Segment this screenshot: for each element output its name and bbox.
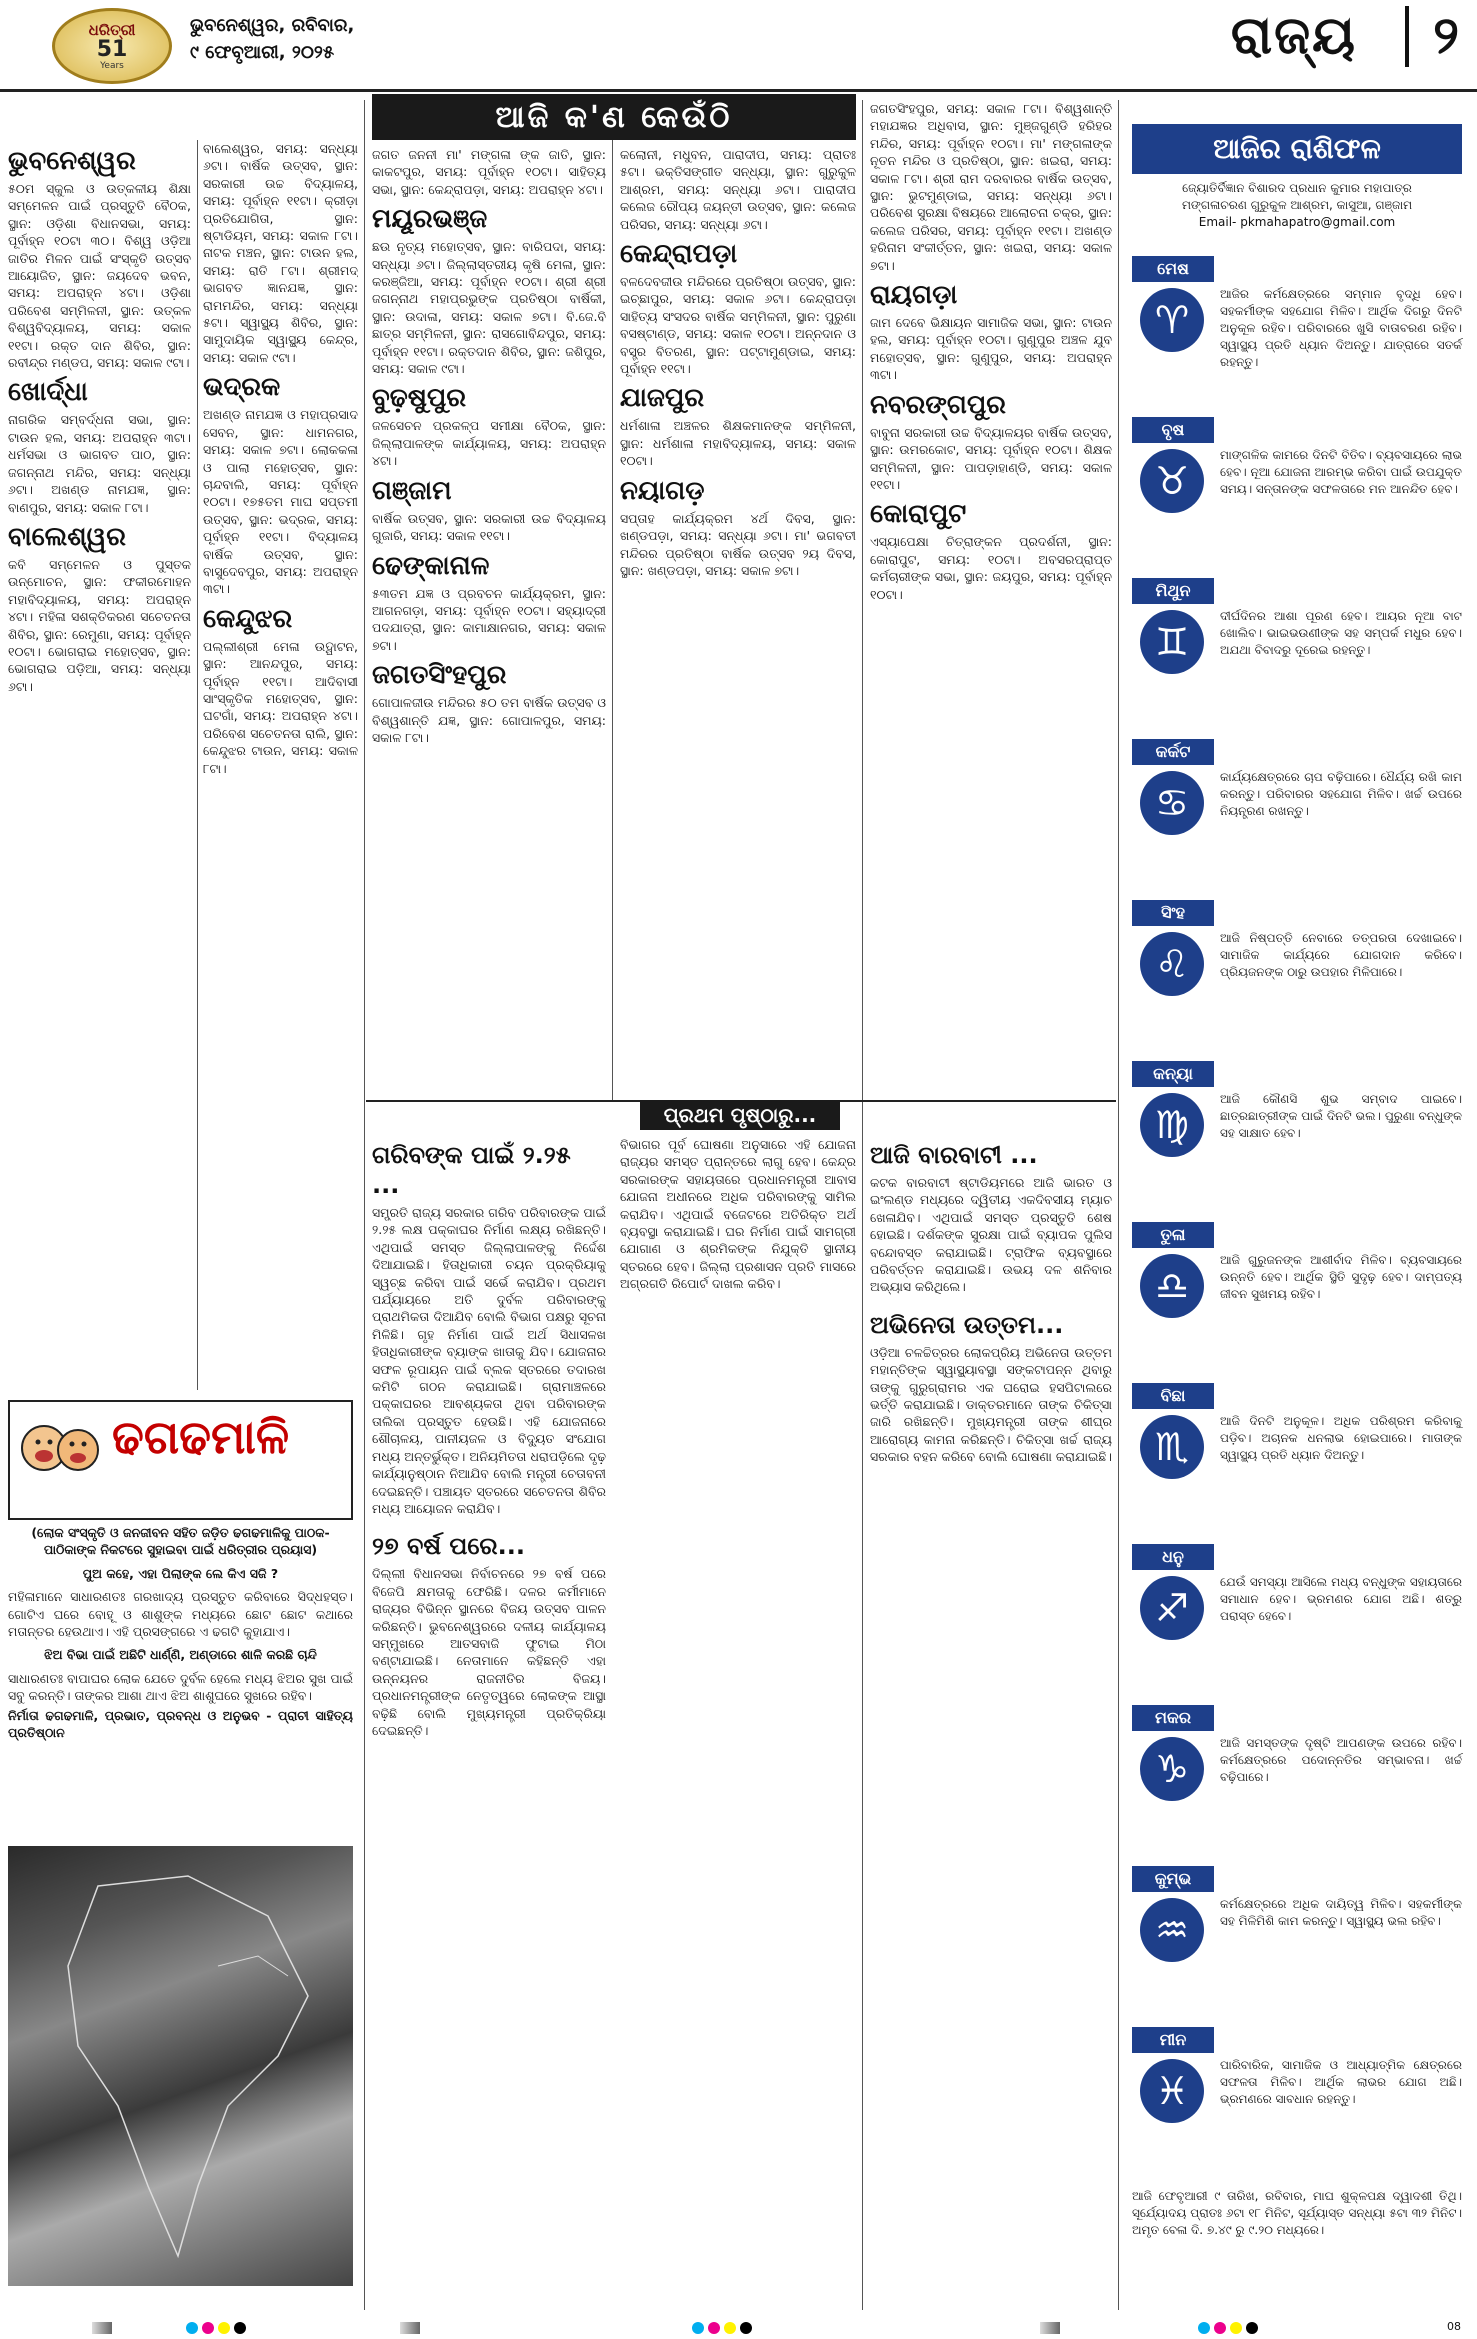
registration-dot <box>1230 2322 1242 2334</box>
registration-dot <box>1198 2322 1210 2334</box>
registration-dot <box>1214 2322 1226 2334</box>
rashi-prediction: ଆଜି ଗୁରୁଜନଙ୍କ ଆଶୀର୍ବାଦ ମିଳିବ। ବ୍ୟବସାୟରେ ଉନ୍ନତି ହେବ। ଆର୍ଥିକ ସ୍ଥିତି ସୁଦୃଢ଼ ହେବ। ଦାମ୍ପତ୍ୟ ଜୀବନ ସୁଖମୟ ରହିବ। <box>1220 1253 1462 1301</box>
events-column-5 <box>870 100 1112 1096</box>
rashi-prediction: କାର୍ଯ୍ୟକ୍ଷେତ୍ରରେ ଚାପ ବଢ଼ିପାରେ। ଧୈର୍ଯ୍ୟ ରଖି କାମ କରନ୍ତୁ। ପରିବାରର ସହଯୋଗ ମିଳିବ। ଖର୍ଚ୍ଚ ଉପରେ ନିୟନ୍ତ୍ରଣ ରଖନ୍ତୁ। <box>1220 770 1462 818</box>
district-heading: ନୟାଗଡ଼ <box>620 475 705 506</box>
registration-dot <box>234 2322 246 2334</box>
column-divider <box>612 140 613 1100</box>
dhagadhamali-body: ମହିଳାମାନେ ସାଧାରଣତଃ ଗରଖାଦ୍ୟ ପ୍ରସ୍ତୁତ କରିବାରେ ସିଦ୍ଧହସ୍ତ। ଗୋଟିଏ ଘରେ ବୋହୂ ଓ ଶାଶୁଙ୍କ ମଧ୍ୟରେ ଛୋଟ ଛୋଟ କଥାରେ ମତାନ୍ତର ହେଉଥାଏ। ଏହି ପ୍ରସଙ୍ଗରେ ଏ ଢଗଟି କୁହାଯାଏ। <box>8 1589 353 1640</box>
registration-bar <box>400 2322 420 2334</box>
rashi-name: କନ୍ୟା <box>1132 1061 1214 1087</box>
rashi-prediction: ଦୀର୍ଘଦିନର ଆଶା ପୂରଣ ହେବ। ଆୟର ନୂଆ ବାଟ ଖୋଲିବ। ଭାଇଭଉଣୀଙ୍କ ସହ ସମ୍ପର୍କ ମଧୁର ହେବ। ଅଯଥା ବିବାଦରୁ ଦୂରେଇ ରହନ୍ତୁ। <box>1220 609 1462 657</box>
district-heading: ମୟୂରଭଞ୍ଜ <box>372 204 488 235</box>
rashi-name: ସିଂହ <box>1132 900 1214 926</box>
district-events: କବି ସମ୍ମେଳନ ଓ ପୁସ୍ତକ ଉନ୍ମୋଚନ, ସ୍ଥାନ: ଫକୀରମୋହନ ମହାବିଦ୍ୟାଳୟ, ସମୟ: ଅପରାହ୍ନ ୪ଟା। ମହିଳା ସଶକ୍ତିକରଣ ସଚେତନତା ଶିବିର, ସ୍ଥାନ: ରେମୁଣା, ସମୟ: ପୂର୍ବାହ୍ନ ୧୦ଟା। ଭୋଗରାଇ ମହୋତ୍ସବ, ସ୍ଥାନ: ଭୋଗରାଇ ପଡ଼ିଆ, ସମୟ: ସନ୍ଧ୍ୟା ୬ଟା। <box>8 556 191 694</box>
rashi-prediction: ଆଜି ସମସ୍ତଙ୍କ ଦୃଷ୍ଟି ଆପଣଙ୍କ ଉପରେ ରହିବ। କର୍ମକ୍ଷେତ୍ରରେ ପଦୋନ୍ନତିର ସମ୍ଭାବନା। ଖର୍ଚ୍ଚ ବଢ଼ିପାରେ। <box>1220 1736 1462 1784</box>
registration-dot <box>692 2322 704 2334</box>
rashi-prediction: ଆଜିର କର୍ମକ୍ଷେତ୍ରରେ ସମ୍ମାନ ବୃଦ୍ଧି ହେବ। ସହକର୍ମୀଙ୍କ ସହଯୋଗ ମିଳିବ। ଆର୍ଥିକ ଦିଗରୁ ଦିନଟି ଅନୁକୂଳ ରହିବ। ପରିବାରରେ ଖୁସି ବାତାବରଣ ରହିବ। ସ୍ୱାସ୍ଥ୍ୟ ପ୍ରତି ଧ୍ୟାନ ଦିଅନ୍ତୁ। ଯାତ୍ରାରେ ସତର୍କ ରହନ୍ତୁ। <box>1220 287 1462 369</box>
front-page-column-2 <box>620 1136 856 2306</box>
zodiac-icon: ♈ <box>1140 288 1204 352</box>
rashi-prediction: ଆଜି ନିଷ୍ପତ୍ତି ନେବାରେ ତତ୍ପରତା ଦେଖାଇବେ। ସାମାଜିକ କାର୍ଯ୍ୟରେ ଯୋଗଦାନ କରିବେ। ପ୍ରିୟଜନଙ୍କ ଠାରୁ ଉପହାର ମିଳିପାରେ। <box>1220 931 1462 979</box>
rashi-name: ମିଥୁନ <box>1132 578 1214 604</box>
astrologer-email: Email- pkmahapatro@gmail.com <box>1198 215 1396 229</box>
zodiac-icon: ♊ <box>1140 610 1204 674</box>
rashi-block <box>1132 578 1462 731</box>
folio: 08 <box>1447 2320 1461 2333</box>
district-heading: ଜଗତସିଂହପୁର <box>372 660 507 691</box>
front-page-column-1 <box>372 1136 606 2306</box>
story-body: ଦିଲ୍ଲୀ ବିଧାନସଭା ନିର୍ବାଚନରେ ୨୭ ବର୍ଷ ପରେ ବିଜେପି କ୍ଷମତାକୁ ଫେରିଛି। ଦଳର କର୍ମୀମାନେ ରାଜ୍ୟର ବିଭିନ୍ନ ସ୍ଥାନରେ ବିଜୟ ଉତ୍ସବ ପାଳନ କରିଛନ୍ତି। ଭୁବନେଶ୍ୱରରେ ଦଳୀୟ କାର୍ଯ୍ୟାଳୟ ସମ୍ମୁଖରେ ଆତସବାଜି ଫୁଟାଇ ମିଠା ବଣ୍ଟାଯାଇଛି। ନେତାମାନେ କହିଛନ୍ତି ଏହା ଉନ୍ନୟନର ରାଜନୀତିର ବିଜୟ। ପ୍ରଧାନମନ୍ତ୍ରୀଙ୍କ ନେତୃତ୍ୱରେ ଲୋକଙ୍କ ଆସ୍ଥା ବଢ଼ିଛି ବୋଲି ମୁଖ୍ୟମନ୍ତ୍ରୀ ପ୍ରତିକ୍ରିୟା ଦେଇଛନ୍ତି। <box>372 1566 606 1738</box>
dhagadhamali-question: ପୁଅ କହେ, ଏହା ପିଲାଙ୍କ ଲେ କିଏ ସଜି ? <box>82 1565 279 1581</box>
district-events: ଧର୍ମଶାଳା ଅଞ୍ଚଳର ଶିକ୍ଷକମାନଙ୍କ ସମ୍ମିଳନୀ, ସ୍ଥାନ: ଧର୍ମଶାଳା ମହାବିଦ୍ୟାଳୟ, ସମୟ: ସକାଳ ୧୦ଟା। <box>620 418 856 469</box>
district-heading: ଭଦ୍ରକ <box>203 372 281 403</box>
events-column-1 <box>8 140 191 1390</box>
rashi-block <box>1132 1222 1462 1375</box>
logo-name: ଧରିତ୍ରୀ <box>88 21 136 39</box>
logo-years: 51 <box>96 37 128 62</box>
rashi-prediction: କର୍ମକ୍ଷେତ୍ରରେ ଅଧିକ ଦାୟିତ୍ୱ ମିଳିବ। ସହକର୍ମୀଙ୍କ ସହ ମିଳିମିଶି କାମ କରନ୍ତୁ। ସ୍ୱାସ୍ଥ୍ୟ ଭଲ ରହିବ। <box>1220 1897 1462 1928</box>
rashi-prediction: ପାରିବାରିକ, ସାମାଜିକ ଓ ଆଧ୍ୟାତ୍ମିକ କ୍ଷେତ୍ରରେ ସଫଳତା ମିଳିବ। ଆର୍ଥିକ ଲାଭର ଯୋଗ ଅଛି। ଭ୍ରମଣରେ ସାବଧାନ ରହନ୍ତୁ। <box>1220 2058 1462 2106</box>
rashi-name: କୁମ୍ଭ <box>1132 1866 1214 1892</box>
dateline <box>190 12 354 66</box>
registration-dot <box>218 2322 230 2334</box>
district-heading: ରାୟଗଡ଼ା <box>870 280 958 311</box>
district-heading: ବାଲେଶ୍ୱର <box>8 521 126 552</box>
district-heading: ନବରଙ୍ଗପୁର <box>870 389 1007 420</box>
zodiac-icon: ♑ <box>1140 1737 1204 1801</box>
district-events: ଜାମ ଦେବେ ଭିକ୍ଷାୟନ ସାମାଜିକ ସଭା, ସ୍ଥାନ: ଟାଉନ ହଲ, ସମୟ: ପୂର୍ବାହ୍ନ ୧୦ଟା। ଗୁଣୁପୁର ଅଞ୍ଚଳ ଯୁବ ମହୋତ୍ସବ, ସ୍ଥାନ: ଗୁଣୁପୁର, ସମୟ: ଅପରାହ୍ନ ୩ଟା। <box>870 315 1112 383</box>
zodiac-icon: ♒ <box>1140 1898 1204 1962</box>
rashi-block <box>1132 2027 1462 2180</box>
rashi-block <box>1132 1705 1462 1858</box>
dhagadhamali-text <box>8 1524 353 1842</box>
cartoon-faces-icon <box>16 1408 106 1488</box>
district-events: ବାବୁନା ସରକାରୀ ଉଚ୍ଚ ବିଦ୍ୟାଳୟର ବାର୍ଷିକ ଉତ୍ସବ, ସ୍ଥାନ: ଉମରକୋଟ, ସମୟ: ପୂର୍ବାହ୍ନ ୧୦ଟା। ଶିକ୍ଷକ ସମ୍ମିଳନୀ, ସ୍ଥାନ: ପାପଡ଼ାହାଣ୍ଡି, ସମୟ: ସକାଳ ୧୧ଟା। <box>870 424 1112 492</box>
dhagadhamali-title: ଢଗଢମାଳି <box>112 1410 290 1464</box>
district-heading: ଗଞ୍ଜାମ <box>372 475 452 506</box>
print-registration-strip <box>0 2318 1477 2339</box>
rashi-block <box>1132 1061 1462 1214</box>
rashifal-title: ଆଜିର ରାଶିଫଳ <box>1132 124 1462 174</box>
registration-dot <box>202 2322 214 2334</box>
district-events: ଛଉ ନୃତ୍ୟ ମହୋତ୍ସବ, ସ୍ଥାନ: ବାରିପଦା, ସମୟ: ସନ୍ଧ୍ୟା ୬ଟା। ଜିଲ୍ଲାସ୍ତରୀୟ କୃଷି ମେଳା, ସ୍ଥାନ: କରଞ୍ଜିଆ, ସମୟ: ପୂର୍ବାହ୍ନ ୧୦ଟା। ଶ୍ରୀ ଶ୍ରୀ ଜଗନ୍ନାଥ ମହାପ୍ରଭୁଙ୍କ ପ୍ରତିଷ୍ଠା ବାର୍ଷିକୀ, ସ୍ଥାନ: ଉଦାଳା, ସମୟ: ସକାଳ ୭ଟା। ବି.ଜେ.ବି ଛାତ୍ର ସମ୍ମିଳନୀ, ସ୍ଥାନ: ରାସଗୋବିନ୍ଦପୁର, ସମୟ: ପୂର୍ବାହ୍ନ ୧୧ଟା। ରକ୍ତଦାନ ଶିବିର, ସ୍ଥାନ: ଜଶିପୁର, ସମୟ: ସକାଳ ୯ଟା। <box>372 239 606 377</box>
rashi-name: ବୃଷ <box>1132 417 1214 443</box>
zodiac-icon: ♉ <box>1140 449 1204 513</box>
rashi-block <box>1132 1866 1462 2019</box>
district-events: ବାର୍ଷିକ ଉତ୍ସବ, ସ୍ଥାନ: ସରକାରୀ ଉଚ୍ଚ ବିଦ୍ୟାଳୟ ଗୁଜାରି, ସମୟ: ସକାଳ ୧୧ଟା। <box>372 510 606 544</box>
registration-dot <box>1246 2322 1258 2334</box>
rashifal-meta <box>1132 180 1462 231</box>
registration-dot <box>724 2322 736 2334</box>
rashi-block <box>1132 739 1462 892</box>
rashi-name: ମେଷ <box>1132 256 1214 282</box>
district-events: ବଳଦେବଜୀଉ ମନ୍ଦିରରେ ପ୍ରତିଷ୍ଠା ଉତ୍ସବ, ସ୍ଥାନ: ଇଚ୍ଛାପୁର, ସମୟ: ସକାଳ ୬ଟା। କେନ୍ଦ୍ରାପଡ଼ା ସାହିତ୍ୟ ସଂସଦର ବାର୍ଷିକ ସମ୍ମିଳନୀ, ସ୍ଥାନ: ପୁରୁଣା ବସଷ୍ଟାଣ୍ଡ, ସମୟ: ସକାଳ ୧୦ଟା। ଅନ୍ନଦାନ ଓ ବସ୍ତ୍ର ବିତରଣ, ସ୍ଥାନ: ପଟ୍ଟାମୁଣ୍ଡାଇ, ସମୟ: ପୂର୍ବାହ୍ନ ୧୧ଟା। <box>620 274 856 377</box>
district-events: ନାଗରିକ ସମ୍ବର୍ଦ୍ଧନା ସଭା, ସ୍ଥାନ: ଟାଉନ ହଲ, ସମୟ: ଅପରାହ୍ନ ୩ଟା। ଧର୍ମସଭା ଓ ଭାଗବତ ପାଠ, ସ୍ଥାନ: ଜଗନ୍ନାଥ ମନ୍ଦିର, ସମୟ: ସନ୍ଧ୍ୟା ୬ଟା। ଅଖଣ୍ଡ ନାମଯଜ୍ଞ, ସ୍ଥାନ: ବାଣପୁର, ସମୟ: ସକାଳ ୮ଟା। <box>8 412 191 515</box>
rashi-prediction: ଯେଉଁ ସମସ୍ୟା ଆସିଲେ ମଧ୍ୟ ବନ୍ଧୁଙ୍କ ସହାୟତାରେ ସମାଧାନ ହେବ। ଭ୍ରମଣର ଯୋଗ ଅଛି। ଶତ୍ରୁ ପରାସ୍ତ ହେବେ। <box>1220 1575 1462 1623</box>
rashi-prediction: ମାଙ୍ଗଳିକ କାମରେ ଦିନଟି ବିତିବ। ବ୍ୟବସାୟରେ ଲାଭ ହେବ। ନୂଆ ଯୋଜନା ଆରମ୍ଭ କରିବା ପାଇଁ ଉପଯୁକ୍ତ ସମୟ। ସନ୍ତାନଙ୍କ ସଫଳତାରେ ମନ ଆନନ୍ଦିତ ହେବ। <box>1220 448 1462 496</box>
district-heading: କୋରାପୁଟ <box>870 499 967 530</box>
zodiac-icon: ♋ <box>1140 771 1204 835</box>
rashi-name: ତୁଳା <box>1132 1222 1214 1248</box>
events-banner: ଆଜି କ'ଣ କେଉଁଠି <box>372 94 856 140</box>
satellite-weather-image <box>8 1846 353 2286</box>
newspaper-logo <box>52 8 172 84</box>
district-events: ଜଗତସିଂହପୁର, ସମୟ: ସକାଳ ୮ଟା। ବିଶ୍ୱଶାନ୍ତି ମହାଯଜ୍ଞର ଅଧିବାସ, ସ୍ଥାନ: ମୁଞ୍ଜଗୁଣ୍ଡି ହରିହର ମନ୍ଦିର, ସମୟ: ପୂର୍ବାହ୍ନ ୧୦ଟା। ମା' ମଙ୍ଗଳାଙ୍କ ନୂତନ ମନ୍ଦିର ଓ ପ୍ରତିଷ୍ଠା, ସ୍ଥାନ: ଖଇରା, ସମୟ: ସକାଳ ୮ଟା। ଶ୍ରୀ ରାମ ଦରବାରର ବାର୍ଷିକ ଉତ୍ସବ, ସ୍ଥାନ: ଭୁଟମୁଣ୍ଡାଇ, ସମୟ: ସନ୍ଧ୍ୟା ୬ଟା। ପରିବେଶ ସୁରକ୍ଷା ବିଷୟରେ ଆଲୋଚନା ଚକ୍ର, ସ୍ଥାନ: କଲେଜ ପରିସର, ସମୟ: ପୂର୍ବାହ୍ନ ୧୧ଟା। ଅଖଣ୍ଡ ହରିନାମ ସଂକୀର୍ତ୍ତନ, ସ୍ଥାନ: ଖଇରା, ସମୟ: ସକାଳ ୭ଟା। <box>870 101 1112 273</box>
rashi-name: ଧନୁ <box>1132 1544 1214 1570</box>
district-heading: ଭୁବନେଶ୍ୱର <box>8 146 136 176</box>
district-events: ଏସ୍ୟାପେକ୍ଷା ଚିତ୍ରାଙ୍କନ ପ୍ରଦର୍ଶନୀ, ସ୍ଥାନ: କୋରାପୁଟ, ସମୟ: ୧୦ଟା। ଅବସରପ୍ରାପ୍ତ କର୍ମଚାରୀଙ୍କ ସଭା, ସ୍ଥାନ: ଜୟପୁର, ସମୟ: ପୂର୍ବାହ୍ନ ୧୦ଟା। <box>870 534 1112 602</box>
district-heading: ଯାଜପୁର <box>620 383 705 414</box>
events-column-2 <box>203 140 358 1390</box>
column-divider <box>862 100 863 2310</box>
story-body: ଓଡ଼ିଆ ଚଳଚ୍ଚିତ୍ରର ଲୋକପ୍ରିୟ ଅଭିନେତା ଉତ୍ତମ ମହାନ୍ତିଙ୍କ ସ୍ୱାସ୍ଥ୍ୟାବସ୍ଥା ସଙ୍କଟାପନ୍ନ ଥିବାରୁ ତାଙ୍କୁ ଗୁରୁଗ୍ରାମର ଏକ ଘରୋଇ ହସପିଟାଲରେ ଭର୍ତ୍ତି କରାଯାଇଛି। ଡାକ୍ତରମାନେ ତାଙ୍କ ଚିକିତ୍ସା ଜାରି ରଖିଛନ୍ତି। ମୁଖ୍ୟମନ୍ତ୍ରୀ ତାଙ୍କ ଶୀଘ୍ର ଆରୋଗ୍ୟ କାମନା କରିଛନ୍ତି। ଚିକିତ୍ସା ଖର୍ଚ୍ଚ ରାଜ୍ୟ ସରକାର ବହନ କରିବେ ବୋଲି ଘୋଷଣା କରାଯାଇଛି। <box>870 1344 1112 1465</box>
column-divider <box>197 140 198 1390</box>
rashi-block <box>1132 1544 1462 1697</box>
district-heading: ଖୋର୍ଦ୍ଧା <box>8 377 88 408</box>
masthead <box>0 0 1477 92</box>
events-column-3 <box>372 146 606 1096</box>
district-heading: ବୁଢ଼ଷୁପୁର <box>372 383 467 414</box>
panjika <box>1132 2188 1462 2304</box>
events-column-4 <box>620 146 856 1096</box>
registration-dot <box>708 2322 720 2334</box>
story-body: ବିଭାଗର ପୂର୍ବ ଘୋଷଣା ଅନୁସାରେ ଏହି ଯୋଜନା ରାଜ୍ୟର ସମସ୍ତ ପ୍ରାନ୍ତରେ ଲାଗୁ ହେବ। କେନ୍ଦ୍ର ସରକାରଙ୍କ ସହାୟତାରେ ପ୍ରଧାନମନ୍ତ୍ରୀ ଆବାସ ଯୋଜନା ଅଧୀନରେ ଅଧିକ ପରିବାରଙ୍କୁ ସାମିଲ କରାଯିବ। ଏଥିପାଇଁ ବଜେଟରେ ଅତିରିକ୍ତ ଅର୍ଥ ବ୍ୟବସ୍ଥା କରାଯାଇଛି। ଘର ନିର୍ମାଣ ପାଇଁ ସାମଗ୍ରୀ ଯୋଗାଣ ଓ ଶ୍ରମିକଙ୍କ ନିଯୁକ୍ତି ସ୍ଥାନୀୟ ସ୍ତରରେ ହେବ। ଜିଲ୍ଲା ପ୍ରଶାସନ ପ୍ରତି ମାସରେ ଅଗ୍ରଗତି ରିପୋର୍ଟ ଦାଖଲ କରିବ। <box>620 1137 856 1292</box>
panjika-text: ଆଜି ଫେବୃଆରୀ ୯ ତାରିଖ, ରବିବାର, ମାଘ ଶୁକ୍ଳପକ୍ଷ ଦ୍ୱାଦଶୀ ତିଥି। ସୂର୍ଯ୍ୟୋଦୟ ପ୍ରାତଃ ୬ଟା ୧୮ ମିନିଟ, ସୂର୍ଯ୍ୟାସ୍ତ ସନ୍ଧ୍ୟା ୫ଟା ୩୨ ମିନିଟ। ଅମୃତ ବେଳା ଦି. ୭.୪୯ ରୁ ୯.୨୦ ମଧ୍ୟରେ। <box>1132 2189 1462 2237</box>
district-heading: କେନ୍ଦୁଝର <box>203 603 293 634</box>
district-heading: କେନ୍ଦ୍ରାପଡ଼ା <box>620 239 738 270</box>
registration-bar <box>92 2322 112 2334</box>
dhagadhamali-credit: ନିର୍ମାତା ଢଗଢମାଳି, ପ୍ରଭାତ, ପ୍ରବନ୍ଧ ଓ ଅନୁଭବ - ପ୍ରାଚୀ ସାହିତ୍ୟ ପ୍ରତିଷ୍ଠାନ <box>8 1707 353 1741</box>
dhagadhamali-box <box>8 1400 353 1520</box>
rashi-block <box>1132 1383 1462 1536</box>
section-title: ରାଜ୍ୟ <box>1230 6 1357 66</box>
dhagadhamali-body: ସାଧାରଣତଃ ବାପାଘର ଲୋକ ଯେତେ ଦୁର୍ବଳ ହେଲେ ମଧ୍ୟ ଝିଅର ସୁଖ ପାଇଁ ସବୁ କରନ୍ତି। ତାଙ୍କର ଆଶା ଥାଏ ଝିଅ ଶାଶୁଘରେ ସୁଖରେ ରହିବ। <box>8 1670 353 1704</box>
page-number: ୨ <box>1405 6 1459 67</box>
column-divider <box>1118 100 1119 2310</box>
district-events: ଅଖଣ୍ଡ ନାମଯଜ୍ଞ ଓ ମହାପ୍ରସାଦ ସେବନ, ସ୍ଥାନ: ଧାମନଗର, ସମୟ: ସକାଳ ୭ଟା। ଲୋକକଳା ଓ ପାଲା ମହୋତ୍ସବ, ସ୍ଥାନ: ଚାନ୍ଦବାଲି, ସମୟ: ପୂର୍ବାହ୍ନ ୧୦ଟା। ୧୭୫ତମ ମାଘ ସପ୍ତମୀ ଉତ୍ସବ, ସ୍ଥାନ: ଭଦ୍ରକ, ସମୟ: ପୂର୍ବାହ୍ନ ୧୧ଟା। ବିଦ୍ୟାଳୟ ବାର୍ଷିକ ଉତ୍ସବ, ସ୍ଥାନ: ବାସୁଦେବପୁର, ସମୟ: ଅପରାହ୍ନ ୩ଟା। <box>203 407 358 597</box>
district-events: ସପ୍ତାହ କାର୍ଯ୍ୟକ୍ରମ ୪ର୍ଥ ଦିବସ, ସ୍ଥାନ: ଖଣ୍ଡପଡ଼ା, ସମୟ: ସନ୍ଧ୍ୟା ୬ଟା। ମା' ଭଗବତୀ ମନ୍ଦିରର ପ୍ରତିଷ୍ଠା ବାର୍ଷିକ ଉତ୍ସବ ୨ୟ ଦିବସ, ସ୍ଥାନ: ଖଣ୍ଡପଡ଼ା, ସମୟ: ସକାଳ ୭ଟା। <box>620 510 856 578</box>
story-headline: ଆଜି ବାରବାଟୀ ... <box>870 1141 1038 1169</box>
district-events: ଜଳସେଚନ ପ୍ରକଳ୍ପ ସମୀକ୍ଷା ବୈଠକ, ସ୍ଥାନ: ଜିଲ୍ଲାପାଳଙ୍କ କାର୍ଯ୍ୟାଳୟ, ସମୟ: ଅପରାହ୍ନ ୪ଟା। <box>372 418 606 469</box>
rashi-block <box>1132 417 1462 570</box>
district-events: ପଲ୍ଲୀଶ୍ରୀ ମେଳା ଉଦ୍ଘାଟନ, ସ୍ଥାନ: ଆନନ୍ଦପୁର, ସମୟ: ପୂର୍ବାହ୍ନ ୧୧ଟା। ଆଦିବାସୀ ସାଂସ୍କୃତିକ ମହୋତ୍ସବ, ସ୍ଥାନ: ଘଟଗାଁ, ସମୟ: ଅପରାହ୍ନ ୪ଟା। ପରିବେଶ ସଚେତନତା ରାଲି, ସ୍ଥାନ: କେନ୍ଦୁଝର ଟାଉନ, ସମୟ: ସକାଳ ୮ଟା। <box>203 638 358 776</box>
district-events: ଗୋପାଳଜୀଉ ମନ୍ଦିରର ୫୦ ତମ ବାର୍ଷିକ ଉତ୍ସବ ଓ ବିଶ୍ୱଶାନ୍ତି ଯଜ୍ଞ, ସ୍ଥାନ: ଗୋପାଳପୁର, ସମୟ: ସକାଳ ୮ଟା। <box>372 695 606 745</box>
india-map-outline <box>8 1846 353 2286</box>
registration-bar <box>1040 2322 1060 2334</box>
district-events: ଜଗତ ଜନନୀ ମା' ମଙ୍ଗଳା ଙ୍କ ଜାତି, ସ୍ଥାନ: କାକଟପୁର, ସମୟ: ପୂର୍ବାହ୍ନ ୧୦ଟା। ସାହିତ୍ୟ ସଭା, ସ୍ଥାନ: କେନ୍ଦ୍ରାପଡ଼ା, ସମୟ: ଅପରାହ୍ନ ୪ଟା। <box>372 147 606 197</box>
dhagadhamali-saying: ଝିଅ ବିଭା ପାଇଁ ଅଛିଟି ଧାର୍ଣ୍ଣି, ଅଣ୍ଡାରେ ଶାଳି କରଛି ଚାନ୍ଦି <box>44 1647 317 1663</box>
zodiac-icon: ♓ <box>1140 2059 1204 2123</box>
story-body: ସମ୍ପ୍ରତି ରାଜ୍ୟ ସରକାର ଗରିବ ପରିବାରଙ୍କ ପାଇଁ ୨.୨୫ ଲକ୍ଷ ପକ୍କାଘର ନିର୍ମାଣ ଲକ୍ଷ୍ୟ ରଖିଛନ୍ତି। ଏଥିପାଇଁ ସମସ୍ତ ଜିଲ୍ଲାପାଳଙ୍କୁ ନିର୍ଦ୍ଦେଶ ଦିଆଯାଇଛି। ହିତାଧିକାରୀ ଚୟନ ପ୍ରକ୍ରିୟାକୁ ସ୍ୱଚ୍ଛ କରିବା ପାଇଁ ସର୍ଭେ କରାଯିବ। ପ୍ରଥମ ପର୍ଯ୍ୟାୟରେ ଅତି ଦୁର୍ବଳ ପରିବାରଙ୍କୁ ପ୍ରାଥମିକତା ଦିଆଯିବ ବୋଲି ବିଭାଗ ପକ୍ଷରୁ ସୂଚନା ମିଳିଛି। ଗୃହ ନିର୍ମାଣ ପାଇଁ ଅର୍ଥ ସିଧାସଳଖ ହିତାଧିକାରୀଙ୍କ ବ୍ୟାଙ୍କ ଖାତାକୁ ଯିବ। ଯୋଜନାର ସଫଳ ରୂପାୟନ ପାଇଁ ବ୍ଲକ ସ୍ତରରେ ତଦାରଖ କମିଟି ଗଠନ କରାଯାଇଛି। ଗ୍ରାମାଞ୍ଚଳରେ ପକ୍କାଘରର ଆବଶ୍ୟକତା ଥିବା ପରିବାରଙ୍କ ତାଲିକା ପ୍ରସ୍ତୁତ ହେଉଛି। ଏହି ଯୋଜନାରେ ଶୌଚାଳୟ, ପାନୀୟଜଳ ଓ ବିଦ୍ୟୁତ ସଂଯୋଗ ମଧ୍ୟ ଅନ୍ତର୍ଭୁକ୍ତ। ଅନିୟମିତତା ଧରାପଡ଼ିଲେ ଦୃଢ଼ କାର୍ଯ୍ୟାନୁଷ୍ଠାନ ନିଆଯିବ ବୋଲି ମନ୍ତ୍ରୀ ଚେତାବନୀ ଦେଇଛନ୍ତି। ପଞ୍ଚାୟତ ସ୍ତରରେ ସଚେତନତା ଶିବିର ମଧ୍ୟ ଆୟୋଜନ କରାଯିବ। <box>372 1205 606 1516</box>
dateline-date: ୯ ଫେବୃଆରୀ, ୨୦୨୫ <box>190 42 335 63</box>
zodiac-icon: ♎ <box>1140 1254 1204 1318</box>
registration-dot <box>740 2322 752 2334</box>
district-heading: ଢେଙ୍କାନାଳ <box>372 550 490 581</box>
story-body: କଟକ ବାରବାଟୀ ଷ୍ଟାଡିୟମରେ ଆଜି ଭାରତ ଓ ଇଂଲଣ୍ଡ ମଧ୍ୟରେ ଦ୍ୱିତୀୟ ଏକଦିବସୀୟ ମ୍ୟାଚ ଖେଳାଯିବ। ଏଥିପାଇଁ ସମସ୍ତ ପ୍ରସ୍ତୁତି ଶେଷ ହୋଇଛି। ଦର୍ଶକଙ୍କ ସୁରକ୍ଷା ପାଇଁ ବ୍ୟାପକ ପୁଲିସ ବନ୍ଦୋବସ୍ତ କରାଯାଇଛି। ଟ୍ରାଫିକ ବ୍ୟବସ୍ଥାରେ ପରିବର୍ତ୍ତନ କରାଯାଇଛି। ଉଭୟ ଦଳ ଶନିବାର ଅଭ୍ୟାସ କରିଥିଲେ। <box>870 1175 1112 1295</box>
district-events: ବାଲେଶ୍ୱର, ସମୟ: ସନ୍ଧ୍ୟା ୬ଟା। ବାର୍ଷିକ ଉତ୍ସବ, ସ୍ଥାନ: ସରକାରୀ ଉଚ୍ଚ ବିଦ୍ୟାଳୟ, ସମୟ: ପୂର୍ବାହ୍ନ ୧୧ଟା। କ୍ରୀଡ଼ା ପ୍ରତିଯୋଗିତା, ସ୍ଥାନ: ଷ୍ଟାଡିୟମ, ସମୟ: ସକାଳ ୮ଟା। ନାଟକ ମଞ୍ଚନ, ସ୍ଥାନ: ଟାଉନ ହଲ, ସମୟ: ରାତି ୮ଟା। ଶ୍ରୀମଦ୍ ଭାଗବତ ଜ୍ଞାନଯଜ୍ଞ, ସ୍ଥାନ: ରାମମନ୍ଦିର, ସମୟ: ସନ୍ଧ୍ୟା ୫ଟା। ସ୍ୱାସ୍ଥ୍ୟ ଶିବିର, ସ୍ଥାନ: ସାମୁଦାୟିକ ସ୍ୱାସ୍ଥ୍ୟ କେନ୍ଦ୍ର, ସମୟ: ସକାଳ ୯ଟା। <box>203 141 358 365</box>
rashi-block <box>1132 900 1462 1053</box>
column-divider <box>364 100 365 2310</box>
district-events: ୫୩ତମ ଯଜ୍ଞ ଓ ପ୍ରବଚନ କାର୍ଯ୍ୟକ୍ରମ, ସ୍ଥାନ: ଆଗନଗଡ଼ା, ସମୟ: ପୂର୍ବାହ୍ନ ୧୦ଟା। ସହ୍ୟାଦ୍ରୀ ପଦଯାତ୍ରା, ସ୍ଥାନ: କାମାକ୍ଷାନଗର, ସମୟ: ସକାଳ ୭ଟା। <box>372 585 606 653</box>
district-events: କଲୋନୀ, ମଧୁବନ, ପାରାଦୀପ, ସମୟ: ପ୍ରାତଃ ୫ଟା। ଭକ୍ତିସଙ୍ଗୀତ ସନ୍ଧ୍ୟା, ସ୍ଥାନ: ଗୁରୁକୁଳ ଆଶ୍ରମ, ସମୟ: ସନ୍ଧ୍ୟା ୬ଟା। ପାରାଦୀପ କଲେଜ ରୌପ୍ୟ ଜୟନ୍ତୀ ଉତ୍ସବ, ସ୍ଥାନ: କଲେଜ ପରିସର, ସମୟ: ସନ୍ଧ୍ୟା ୬ଟା। <box>620 147 856 232</box>
rashi-prediction: ଆଜି ଦିନଟି ଅନୁକୂଳ। ଅଧିକ ପରିଶ୍ରମ କରିବାକୁ ପଡ଼ିବ। ଅଚାନକ ଧନଲାଭ ହୋଇପାରେ। ମାତାଙ୍କ ସ୍ୱାସ୍ଥ୍ୟ ପ୍ରତି ଧ୍ୟାନ ଦିଅନ୍ତୁ। <box>1220 1414 1462 1462</box>
rashi-prediction: ଆଜି କୌଣସି ଶୁଭ ସମ୍ବାଦ ପାଇବେ। ଛାତ୍ରଛାତ୍ରୀଙ୍କ ପାଇଁ ଦିନଟି ଭଲ। ପୁରୁଣା ବନ୍ଧୁଙ୍କ ସହ ସାକ୍ଷାତ ହେବ। <box>1220 1092 1462 1140</box>
zodiac-icon: ♍ <box>1140 1093 1204 1157</box>
rashi-name: ମୀନ <box>1132 2027 1214 2053</box>
front-page-label: ପ୍ରଥମ ପୃଷ୍ଠାରୁ... <box>640 1100 840 1130</box>
dateline-place: ଭୁବନେଶ୍ୱର, ରବିବାର, <box>190 15 355 36</box>
district-events: ୫୦ମ ସ୍କୁଲ ଓ ଉତ୍କଳୀୟ ଶିକ୍ଷା ସମ୍ମେଳନ ପାଇଁ ପ୍ରସ୍ତୁତି ବୈଠକ, ସ୍ଥାନ: ଓଡ଼ିଶା ବିଧାନସଭା, ସମୟ: ପୂର୍ବାହ୍ନ ୧୦ଟା ୩୦। ବିଶ୍ୱ ଓଡ଼ିଆ ଜାତିର ମିଳନ ପାଇଁ ସଂସ୍କୃତି ଉତ୍ସବ ଆୟୋଜିତ, ସ୍ଥାନ: ଜୟଦେବ ଭବନ, ସମୟ: ଅପରାହ୍ନ ୪ଟା। ଓଡ଼ିଶା ପରିବେଶ ସମ୍ମିଳନୀ, ସ୍ଥାନ: ଉତ୍କଳ ବିଶ୍ୱବିଦ୍ୟାଳୟ, ସମୟ: ସକାଳ ୧୧ଟା। ରକ୍ତ ଦାନ ଶିବିର, ସ୍ଥାନ: ରବୀନ୍ଦ୍ର ମଣ୍ଡପ, ସମୟ: ସକାଳ ୯ଟା। <box>8 181 191 371</box>
zodiac-icon: ♐ <box>1140 1576 1204 1640</box>
registration-dot <box>186 2322 198 2334</box>
zodiac-icon: ♌ <box>1140 932 1204 996</box>
rashi-name: କର୍କଟ <box>1132 739 1214 765</box>
rashi-block <box>1132 256 1462 409</box>
astrologer-name: ଜ୍ୟୋତିର୍ବିଜ୍ଞାନ ବିଶାରଦ ପ୍ରଧାନ କୁମାର ମହାପାତ୍ର <box>1182 181 1412 195</box>
story-headline: ୨୭ ବର୍ଷ ପରେ... <box>372 1532 525 1561</box>
story-headline: ଗରିବଙ୍କ ପାଇଁ ୨.୨୫ ... <box>372 1141 571 1199</box>
rashi-name: ମକର <box>1132 1705 1214 1731</box>
astrologer-place: ମଙ୍ଗଳାଚରଣ ଗୁରୁକୁଳ ଆଶ୍ରମ, କାସୁଆ, ଗଞ୍ଜାମ <box>1181 198 1413 212</box>
logo-sub: Years <box>100 61 124 71</box>
dhagadhamali-subtitle: (ଲୋକ ସଂସ୍କୃତି ଓ ଜନଜୀବନ ସହିତ ଜଡ଼ିତ ଢଗଢମାଳିକୁ ପାଠକ-ପାଠିକାଙ୍କ ନିକଟରେ ସୁହାଇବା ପାଇଁ ଧରିତ୍ରୀର ପ୍ରୟାସ) <box>31 1525 330 1558</box>
zodiac-icon: ♏ <box>1140 1415 1204 1479</box>
story-headline: ଅଭିନେତା ଉତ୍ତମ... <box>870 1310 1064 1339</box>
front-page-column-3 <box>870 1136 1112 2306</box>
rashi-name: ବିଛା <box>1132 1383 1214 1409</box>
